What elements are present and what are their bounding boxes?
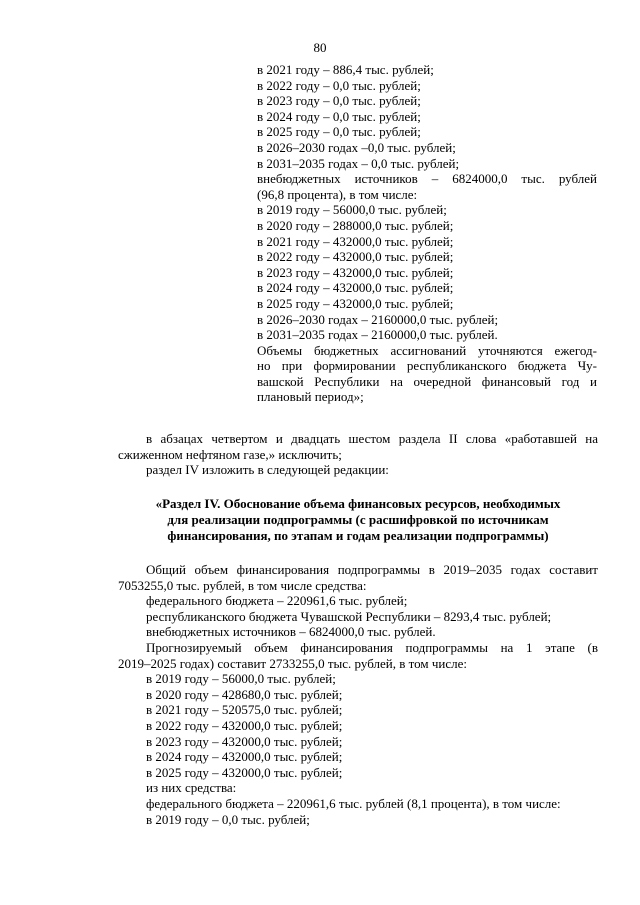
year-line: в 2021 году – 520575,0 тыс. рублей; bbox=[146, 702, 343, 718]
instruction-line: раздел IV изложить в следующей редакции: bbox=[146, 462, 389, 478]
text-line: в 2024 году – 432000,0 тыс. рублей; bbox=[257, 280, 454, 296]
body-line: федерального бюджета – 220961,6 тыс. рублей; bbox=[146, 593, 408, 609]
body-line: 2019–2025 годах) составит 2733255,0 тыс. рублей, в том числе: bbox=[118, 655, 467, 671]
year-line: в 2023 году – 432000,0 тыс. рублей; bbox=[146, 733, 343, 749]
text-line: в 2022 году – 432000,0 тыс. рублей; bbox=[257, 249, 454, 265]
heading-line: «Раздел IV. Обоснование объема финансовых ресурсов, необходимых bbox=[155, 496, 561, 511]
text-line: в 2024 году – 0,0 тыс. рублей; bbox=[257, 108, 421, 124]
year-line: в 2019 году – 56000,0 тыс. рублей; bbox=[146, 671, 336, 687]
text-line: в 2019 году – 56000,0 тыс. рублей; bbox=[257, 202, 447, 218]
text-line: в 2026–2030 годах –0,0 тыс. рублей; bbox=[257, 139, 456, 155]
text-line: в 2031–2035 годах – 2160000,0 тыс. рублей. bbox=[257, 327, 498, 343]
page-number: 80 bbox=[313, 40, 327, 55]
text-line: в 2025 году – 0,0 тыс. рублей; bbox=[257, 124, 421, 140]
text-line: в 2021 году – 432000,0 тыс. рублей; bbox=[257, 233, 454, 249]
text-line: в 2022 году – 0,0 тыс. рублей; bbox=[257, 77, 421, 93]
year-line: в 2025 году – 432000,0 тыс. рублей; bbox=[146, 764, 343, 780]
heading-line: финансирования, по этапам и годам реализации подпрограммы) bbox=[167, 528, 549, 543]
body-line: в 2019 году – 0,0 тыс. рублей; bbox=[146, 811, 310, 827]
body-line: 7053255,0 тыс. рублей, в том числе средства: bbox=[118, 577, 367, 593]
heading-line: для реализации подпрограммы (с расшифровкой по источникам bbox=[167, 512, 549, 527]
text-line: в 2026–2030 годах – 2160000,0 тыс. рублей; bbox=[257, 311, 499, 327]
text-line: в 2020 году – 288000,0 тыс. рублей; bbox=[257, 217, 454, 233]
text-line: но при формировании республиканского бюджета Чу- bbox=[257, 358, 597, 374]
body-line: Прогнозируемый объем финансирования подпрограммы на 1 этапе (в bbox=[146, 639, 598, 655]
year-line: в 2024 году – 432000,0 тыс. рублей; bbox=[146, 749, 343, 765]
text-line: внебюджетных источников – 6824000,0 тыс. рублей bbox=[257, 171, 597, 187]
funding-continuation-column bbox=[257, 62, 597, 405]
text-line: в 2023 году – 432000,0 тыс. рублей; bbox=[257, 264, 454, 280]
text-line: в 2021 году – 886,4 тыс. рублей; bbox=[257, 62, 434, 77]
body-line: из них средства: bbox=[146, 780, 237, 796]
text-line: в 2025 году – 432000,0 тыс. рублей; bbox=[257, 295, 454, 311]
text-line: в 2023 году – 0,0 тыс. рублей; bbox=[257, 93, 421, 109]
body-line: республиканского бюджета Чувашской Республики – 8293,4 тыс. рублей; bbox=[146, 608, 552, 624]
section-heading bbox=[118, 496, 598, 544]
body-line: федерального бюджета – 220961,6 тыс. рублей (8,1 процента), в том числе: bbox=[146, 795, 561, 811]
text-line: Объемы бюджетных ассигнований уточняются ежегод- bbox=[257, 342, 597, 358]
instruction-line: сжиженном нефтяном газе,» исключить; bbox=[118, 446, 342, 462]
body-line: Общий объем финансирования подпрограммы в 2019–2035 годах составит bbox=[146, 562, 598, 577]
amendment-instructions bbox=[118, 431, 598, 478]
text-line: плановый период»; bbox=[257, 389, 364, 405]
year-line: в 2022 году – 432000,0 тыс. рублей; bbox=[146, 717, 343, 733]
section-body bbox=[118, 562, 598, 827]
text-line: вашской Республики на очередной финансовый год и bbox=[257, 373, 597, 389]
text-line: (96,8 процента), в том числе: bbox=[257, 186, 418, 202]
instruction-line: в абзацах четвертом и двадцать шестом раздела II слова «работавшей на bbox=[146, 431, 598, 446]
year-line: в 2020 году – 428680,0 тыс. рублей; bbox=[146, 686, 343, 702]
text-line: в 2031–2035 годах – 0,0 тыс. рублей; bbox=[257, 155, 460, 171]
body-line: внебюджетных источников – 6824000,0 тыс. рублей. bbox=[146, 624, 436, 640]
